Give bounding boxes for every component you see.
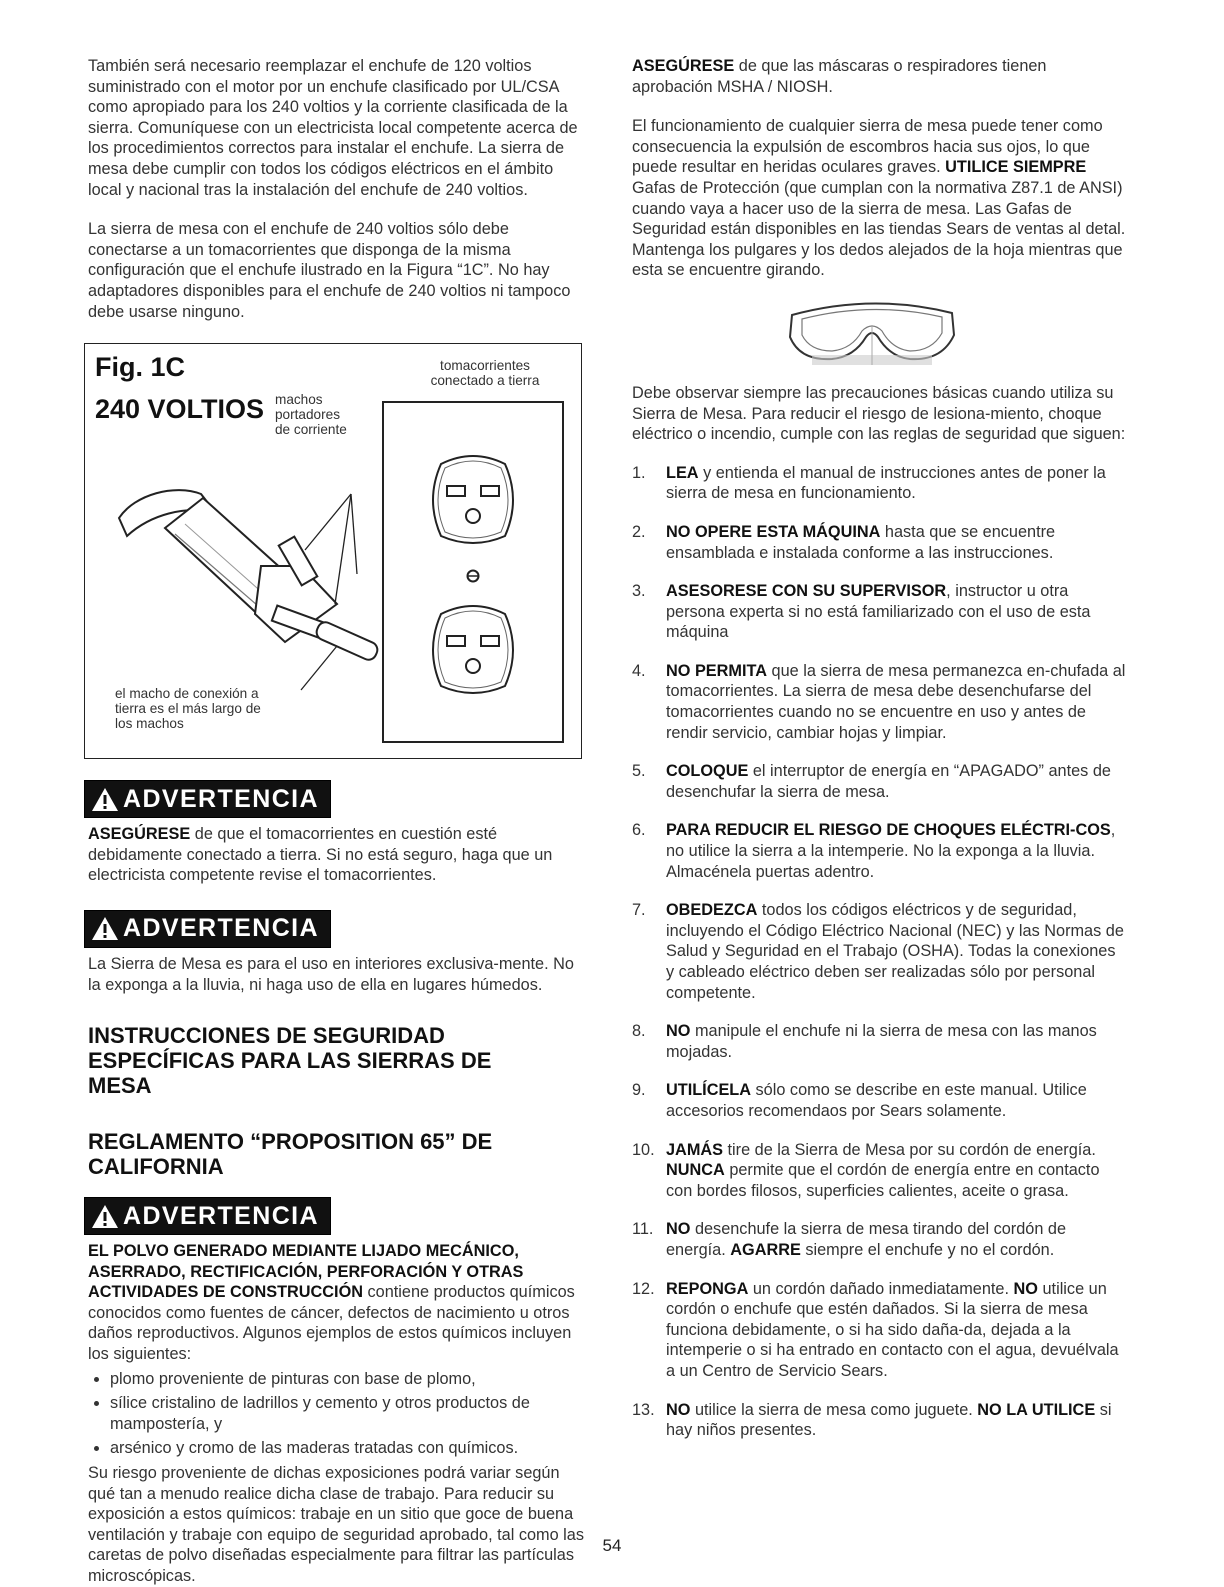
rule-text: un cordón dañado inmediatamente.: [748, 1279, 1014, 1298]
warning-3-bold: EL POLVO GENERADO MEDIANTE LIJADO MECÁNICO, ASERRADO, RECTIFICACIÓN, PERFORACIÓN Y OTRAS ACTIVIDADES DE CONSTRUCCIÓN: [88, 1242, 524, 1302]
chemicals-list: [88, 1369, 584, 1459]
rule-bold: AGARRE: [730, 1240, 801, 1259]
rule-bold: LEA: [666, 463, 699, 482]
rule-number: 6.: [632, 821, 646, 840]
rule-text: y entienda el manual de instrucciones antes de poner la sierra de mesa en funcionamiento.: [666, 463, 1106, 503]
list-item: • sílice cristalino de ladrillos y cemento y otros productos de mampostería, y: [110, 1393, 584, 1434]
figure-1c: [84, 343, 582, 759]
outlet-illustration: [381, 400, 565, 744]
warning-triangle-icon: [91, 916, 119, 941]
rule-number: 8.: [632, 1022, 646, 1041]
rule-number: 11.: [632, 1220, 654, 1239]
paragraph-outlet-config: La sierra de mesa con el enchufe de 240 voltios sólo debe conectarse a un tomacorrientes que disponga de la misma configuración que el enchufe ilustrado en la Figura “1C”. No hay adaptadores disponibles para el enchufe de 240 voltios ni tampoco debe usarse ninguno.: [88, 220, 571, 321]
rule-text: , instructor u otra persona experta si no está familiarizado con el uso de esta máquina: [666, 582, 1091, 642]
rule-text: si hay niños presentes.: [666, 1400, 1112, 1440]
rule-text: utilice la sierra de mesa como juguete.: [690, 1400, 978, 1419]
warning-label: ADVERTENCIA: [123, 1201, 319, 1230]
respirators-bold: ASEGÚRESE: [632, 57, 735, 75]
paragraph-exposure-risk: Su riesgo proveniente de dichas exposiciones podrá variar según qué tan a menudo realice dicha clase de trabajo. Para reducir su exposición a estos químicos: trabaje en un sitio que goce de buena ventilación y trabaje con equipo de seguridad aprobado, tal como las caretas de polvo diseñadas especialmente para filtrar las partículas microscópicas.: [88, 1464, 584, 1585]
label-current-prongs: machos portadores de corriente: [275, 392, 347, 438]
heading-proposition-65: REGLAMENTO “PROPOSITION 65” DE CALIFORNIA: [88, 1129, 493, 1180]
warning-triangle-icon: [91, 787, 119, 812]
safety-goggles-illustration: [782, 295, 962, 369]
safety-rules-list: [632, 463, 1128, 1441]
list-item: [632, 581, 1128, 643]
figure-title: Fig. 1C: [95, 352, 186, 383]
list-item: [632, 761, 1128, 802]
right-column: [632, 56, 1128, 1459]
warning-3-text: [88, 1241, 584, 1365]
rule-number: 5.: [632, 762, 646, 781]
figure-subtitle: 240 VOLTIOS: [95, 394, 265, 425]
paragraph-respirators: [632, 56, 1128, 97]
rule-number: 9.: [632, 1081, 646, 1100]
rule-bold: NO PERMITA: [666, 661, 768, 680]
warning-1-text: [88, 824, 584, 886]
rule-number: 7.: [632, 901, 646, 920]
rule-text: tire de la Sierra de Mesa por su cordón de energía.: [723, 1140, 1096, 1159]
rule-bold: COLOQUE: [666, 762, 749, 781]
list-item: • arsénico y cromo de las maderas tratadas con químicos.: [110, 1438, 584, 1459]
rule-number: 12.: [632, 1279, 655, 1298]
rule-text: el interruptor de energía en “APAGADO” antes de desenchufar la sierra de mesa.: [666, 762, 1111, 801]
rule-bold: NO LA UTILICE: [977, 1400, 1096, 1419]
label-grounded-outlet: tomacorrientes conectado a tierra: [430, 358, 540, 389]
warning-label: ADVERTENCIA: [123, 914, 319, 943]
warning-1-body: de que el tomacorrientes en cuestión esté debidamente conectado a tierra. Si no está seguro, haga que un electricista competente revise el tomacorrientes.: [88, 825, 553, 885]
label-ground-prong: el macho de conexión a tierra es el más largo de los machos: [115, 686, 261, 732]
warning-3-body: contiene productos químicos conocidos como fuentes de cáncer, defectos de nacimiento u otros daños reproductivos. Algunos ejemplos de estos químicos incluyen los siguientes:: [88, 1283, 575, 1364]
rule-number: 10.: [632, 1140, 655, 1159]
rule-text: desenchufe la sierra de mesa tirando del cordón de energía.: [666, 1220, 1067, 1259]
warning-2-text: La Sierra de Mesa es para el uso en interiores exclusiva-mente. No la exponga a la lluvia, ni haga uso de ella en lugares húmedos.: [88, 954, 574, 994]
rule-text: que la sierra de mesa permanezca en-chufada al tomacorrientes. La sierra de mesa debe desenchufarse del tomacorrientes cuando no se encuentre en uso y antes de rendir servicio, cambiar hojas y limpiar.: [666, 661, 1126, 742]
list-item: • plomo proveniente de pinturas con base de plomo,: [110, 1369, 584, 1390]
list-item: [632, 522, 1128, 563]
rule-text: , no utilice la sierra a la intemperie. No la exponga a la lluvia. Almacénela puertas adentro.: [666, 821, 1116, 881]
eye-protection-intro: El funcionamiento de cualquier sierra de mesa puede tener como consecuencia la expulsión de escombros hacia sus ojos, lo que puede resultar en heridas oculares graves.: [632, 117, 1103, 177]
warning-label: ADVERTENCIA: [123, 784, 319, 813]
paragraph-basic-precautions: Debe observar siempre las precauciones básicas cuando utiliza su Sierra de Mesa. Para reducir el riesgo de lesiona-miento, choque eléctrico o incendio, cumple con las reglas de seguridad que siguen:: [632, 383, 1126, 444]
rule-bold: UTILÍCELA: [666, 1081, 752, 1100]
rule-bold: PARA REDUCIR EL RIESGO DE CHOQUES ELÉCTRI-COS: [666, 821, 1111, 840]
warning-triangle-icon: [91, 1204, 119, 1229]
list-item: [632, 1279, 1128, 1382]
list-item: [632, 900, 1128, 1003]
list-item: [632, 1080, 1128, 1121]
plug-illustration: [105, 454, 385, 694]
list-item: [632, 463, 1128, 504]
list-item: [632, 1140, 1128, 1202]
rule-number: 4.: [632, 661, 646, 680]
rule-text: permite que el cordón de energía entre en contacto con bordes filosos, superficies calientes, aceite o grasa.: [666, 1161, 1100, 1200]
heading-safety-instructions: INSTRUCCIONES DE SEGURIDAD ESPECÍFICAS PARA LAS SIERRAS DE MESA: [88, 1023, 492, 1099]
eye-protection-body: Gafas de Protección (que cumplan con la normativa Z87.1 de ANSI) cuando vaya a hacer uso de la sierra de mesa. Las Gafas de Seguridad están disponibles en las tiendas Sears de ventas al detal. Mantenga los pulgares y los dedos alejados de la hoja mientras que esta se encuentre girando.: [632, 178, 1126, 280]
rule-bold: JAMÁS: [666, 1140, 723, 1159]
respirators-body: de que las máscaras o respiradores tienen aprobación MSHA / NIOSH.: [632, 57, 1047, 96]
rule-text: sólo como se describe en este manual. Utilice accesorios recomendaos por Sears solamente.: [666, 1081, 1087, 1120]
left-column: [88, 56, 584, 1587]
warning-banner-1: [84, 780, 331, 818]
warning-1-bold: ASEGÚRESE: [88, 825, 191, 844]
list-item: [632, 820, 1128, 882]
rule-text: siempre el enchufe y no el cordón.: [800, 1240, 1055, 1259]
rule-bold: ASESORESE CON SU SUPERVISOR: [666, 582, 947, 601]
eye-protection-bold: UTILICE SIEMPRE: [945, 158, 1087, 177]
list-item: [632, 661, 1128, 743]
paragraph-eye-protection: [632, 116, 1128, 281]
rule-text: utilice un cordón o enchufe que estén dañados. Si la sierra de mesa funciona debidamente, o si ha sido daña-da, dejada a la intemperie o si ha entrado en contacto con el agua, devuélvala a un Centro de Servicio Sears.: [666, 1279, 1119, 1380]
list-item: [632, 1400, 1128, 1441]
list-item: [632, 1021, 1128, 1062]
rule-bold: NO: [666, 1220, 691, 1239]
rule-bold: NUNCA: [666, 1161, 725, 1180]
rule-number: 13.: [632, 1400, 655, 1419]
page-number: 54: [602, 1536, 622, 1555]
rule-bold: NO: [1013, 1279, 1038, 1298]
list-item: [632, 1219, 1128, 1260]
rule-number: 3.: [632, 582, 646, 601]
rule-bold: REPONGA: [666, 1279, 749, 1298]
rule-text: manipule el enchufe ni la sierra de mesa con las manos mojadas.: [666, 1022, 1097, 1061]
rule-bold: OBEDEZCA: [666, 901, 758, 920]
rule-text: todos los códigos eléctricos y de seguridad, incluyendo el Código Eléctrico Nacional (NEC) y las Normas de Salud y Seguridad en el Trabajo (OSHA). Todas la conexiones y cableado eléctrico deben ser realizadas sólo por personal competente.: [666, 901, 1124, 1002]
rule-number: 2.: [632, 522, 646, 541]
warning-banner-2: [84, 910, 331, 948]
rule-number: 1.: [632, 463, 646, 482]
paragraph-plug-replacement: También será necesario reemplazar el enchufe de 120 voltios suministrado con el motor por un enchufe clasificado por UL/CSA como apropiado para los 240 voltios y la corriente clasificada de la sierra. Comuníquese con un electricista local competente acerca de los procedimientos correctos para instalar el enchufe. La sierra de mesa debe cumplir con todos los códigos eléctricos en el ámbito local y nacional tras la instalación del enchufe de 240 voltios.: [88, 57, 578, 199]
rule-bold: NO: [666, 1022, 691, 1041]
rule-bold: NO OPERE ESTA MÁQUINA: [666, 522, 881, 541]
rule-bold: NO: [666, 1400, 691, 1419]
warning-banner-3: [84, 1197, 331, 1235]
rule-text: hasta que se encuentre ensamblada e instalada conforme a las instrucciones.: [666, 522, 1056, 562]
